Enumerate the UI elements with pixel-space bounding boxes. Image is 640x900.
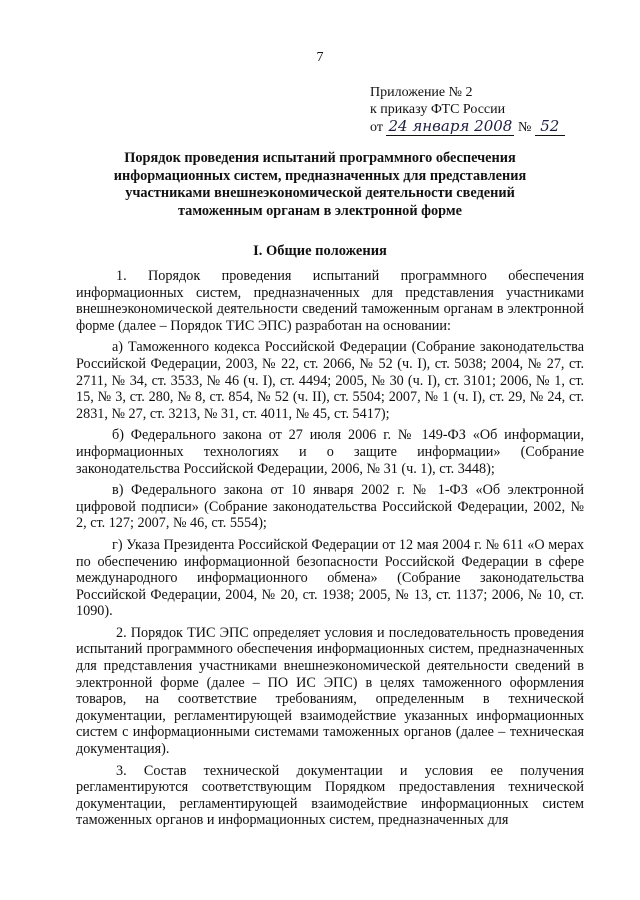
appendix-line-1: Приложение № 2 <box>370 85 473 100</box>
appendix-block <box>370 84 565 136</box>
document-body <box>76 268 584 834</box>
paragraph-1c: в) Федерального закона от 10 января 2002 г. № 1-ФЗ «Об электронной цифровой подписи» (Собрание законодательства Российской Федерации, 2002, № 2, ст. 127; 2007, № 46, ст. 5554); <box>76 482 584 532</box>
from-label: от <box>370 120 383 135</box>
handwritten-number: 52 <box>535 118 565 136</box>
paragraph-2: 2. Порядок ТИС ЭПС определяет условия и последовательность проведения испытаний программного обеспечения информационных систем, предназначенных для представления участниками внешнеэкономической деятельности сведений в электронной форме (далее – ПО ИС ЭПС) в целях таможенного оформления товаров, на соответствие требованиям, определенным в технической документации, регламентирующей взаимодействие указанных информационных систем с информационными системами таможенных органов (далее – техническая документация). <box>76 624 584 758</box>
document-title: Порядок проведения испытаний программного обеспечения информационных систем, предназначенных для представления участниками внешнеэкономической деятельности сведений таможенным органам в электронной форме <box>113 150 527 219</box>
paragraph-3: 3. Состав технической документации и условия ее получения регламентируются соответствующим Порядком предоставления технической документации, регламентирующей взаимодействие информационных систем таможенных органов и информационных систем, предназначенных для <box>76 762 584 829</box>
appendix-line-2: к приказу ФТС России <box>370 102 506 117</box>
section-heading: I. Общие положения <box>253 243 387 259</box>
number-label: № <box>517 120 532 135</box>
appendix-line-3 <box>370 118 565 136</box>
paragraph-1b: б) Федерального закона от 27 июля 2006 г. № 149-ФЗ «Об информации, информационных технологиях и о защите информации» (Собрание законодательства Российской Федерации, 2006, № 31 (ч. 1), ст. 3448); <box>76 427 584 477</box>
paragraph-1d: г) Указа Президента Российской Федерации от 12 мая 2004 г. № 611 «О мерах по обеспечению информационной безопасности Российской Федерации в сфере международного информационного обмена» (Собрание законодательства Российской Федерации, 2004, № 20, ст. 1938; 2005, № 13, ст. 1137; 2006, № 10, ст. 1090). <box>76 536 584 620</box>
page-bottom-margin <box>0 878 640 900</box>
paragraph-1: 1. Порядок проведения испытаний программного обеспечения информационных систем, предназначенных для представления участниками внешнеэкономической деятельности сведений таможенным органам в электронной форме (далее – Порядок ТИС ЭПС) разработан на основании: <box>76 268 584 334</box>
page-number: 7 <box>316 50 324 65</box>
paragraph-1a: а) Таможенного кодекса Российской Федерации (Собрание законодательства Российской Федерации, 2003, № 22, ст. 2066, № 52 (ч. I), ст. 5038; 2004, № 27, ст. 2711, № 34, ст. 3533, № 46 (ч. I), ст. 4494; 2005, № 30 (ч. I), ст. 3101; 2006, № 1, ст. 15, № 3, ст. 280, № 8, ст. 854, № 52 (ч. II), ст. 5504; 2007, № 1 (ч. I), ст. 29, № 24, ст. 2831, № 27, ст. 3213, № 31, ст. 4011, № 45, ст. 5417); <box>76 339 584 422</box>
handwritten-date: 24 января 2008 <box>386 118 514 136</box>
